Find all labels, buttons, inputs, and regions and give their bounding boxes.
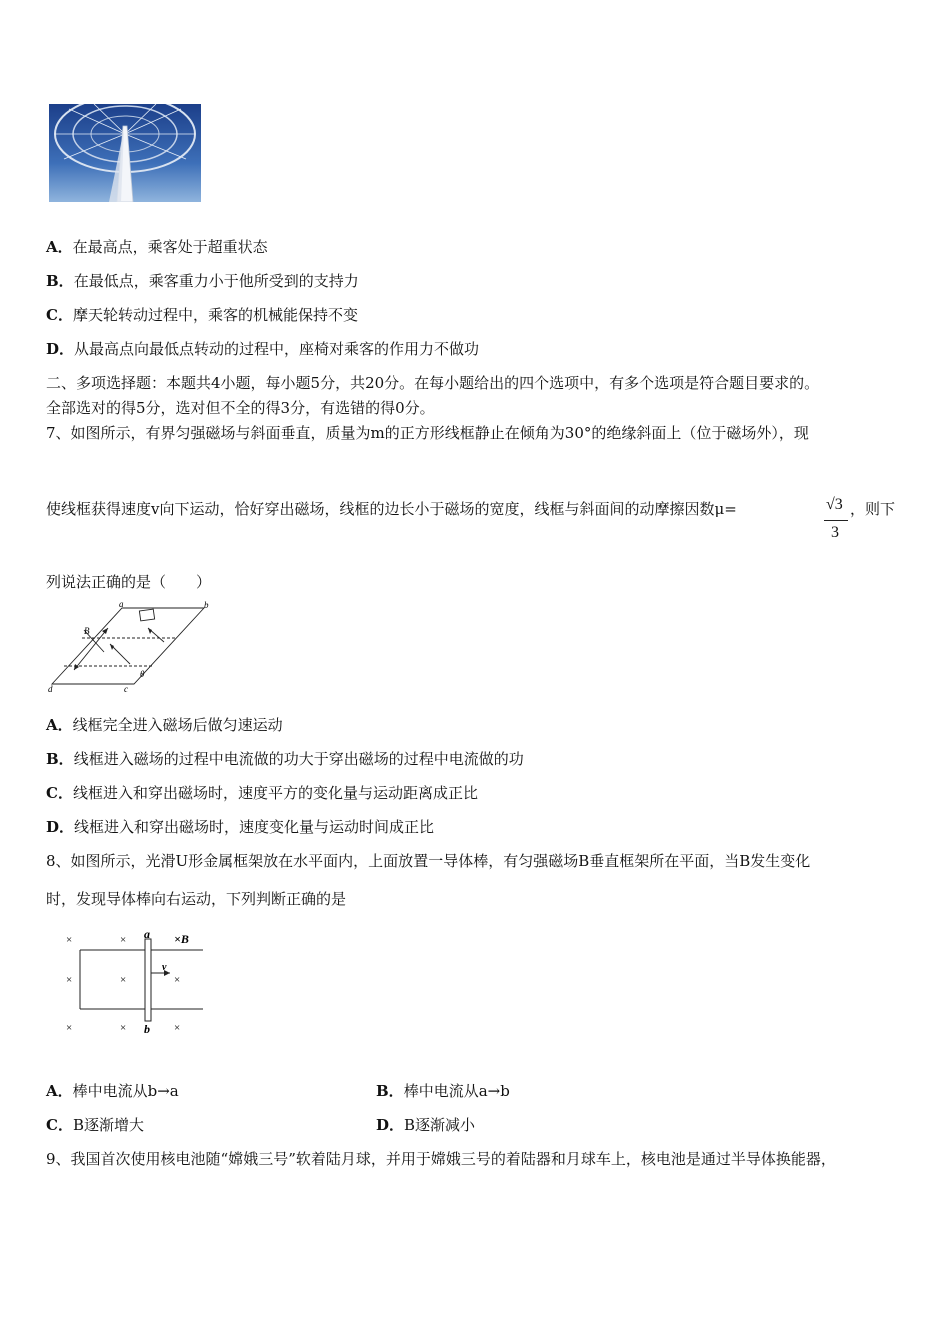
q7-incline-figure [44, 600, 229, 695]
option-text: 摩天轮转动过程中，乘客的机械能保持不变 [72, 306, 358, 324]
q7-stem-line1: 7、如图所示，有界匀强磁场与斜面垂直，质量为m的正方形线框静止在倾角为30°的绝缘斜面上（位于磁场外），现 [46, 424, 809, 442]
q7-label-B: B [84, 626, 90, 636]
q7-stem-line2-end: ，则下 [850, 500, 896, 518]
q7-label-a: a [119, 600, 124, 609]
option-letter: A． [46, 238, 73, 256]
q8-option-c[interactable] [46, 1114, 144, 1135]
q8-field-mark: × [66, 934, 73, 946]
option-text: B逐渐减小 [404, 1116, 476, 1134]
q7-stem-line3: 列说法正确的是（ ） [46, 573, 212, 591]
option-text: 线框进入和穿出磁场时，速度平方的变化量与运动距离成正比 [72, 784, 478, 802]
section2-instructions: 全部选对的得5分，选对但不全的得3分，有选错的得0分。 [46, 399, 435, 417]
q8-stem-line2: 时，发现导体棒向右运动，下列判断正确的是 [46, 890, 347, 908]
option-letter: B． [376, 1082, 404, 1100]
option-text: 在最高点，乘客处于超重状态 [72, 238, 268, 256]
q8-field-mark: × [120, 934, 127, 946]
q8-field-mark: × [174, 974, 181, 986]
option-letter: C． [46, 1116, 73, 1134]
q8-field-mark: × [120, 974, 127, 986]
q6-option-a[interactable] [46, 236, 268, 257]
q8-u-frame-figure [58, 925, 208, 1040]
option-letter: B． [46, 750, 74, 768]
option-letter: A． [46, 1082, 73, 1100]
option-letter: C． [46, 306, 73, 324]
option-letter: B． [46, 272, 74, 290]
q8-option-b[interactable] [376, 1080, 510, 1101]
q8-field-mark: × [120, 1022, 127, 1034]
option-letter: D． [46, 340, 75, 358]
q8-label-a: a [144, 927, 150, 941]
q7-option-a[interactable] [46, 714, 283, 735]
q8-option-d[interactable] [376, 1114, 475, 1135]
option-text: 棒中电流从b→a [72, 1082, 179, 1100]
q8-label-B: ×B [174, 932, 189, 946]
mu-fraction-numerator: √3 [826, 496, 843, 513]
q8-option-a[interactable] [46, 1080, 179, 1101]
option-letter: A． [46, 716, 73, 734]
option-letter: D． [376, 1116, 405, 1134]
option-text: 在最低点，乘客重力小于他所受到的支持力 [73, 272, 359, 290]
q6-option-c[interactable] [46, 304, 358, 325]
q7-label-b: b [204, 600, 209, 610]
q8-stem-line1: 8、如图所示，光滑U形金属框架放在水平面内，上面放置一导体棒，有匀强磁场B垂直框架所在平面，当B发生变化 [46, 852, 811, 870]
q6-option-d[interactable] [46, 338, 479, 359]
q7-stem-line2: 使线框获得速度v向下运动，恰好穿出磁场，线框的边长小于磁场的宽度，线框与斜面间的动摩擦因数μ= [46, 500, 737, 518]
section2-heading: 二、多项选择题：本题共4小题，每小题5分，共20分。在每小题给出的四个选项中，有多个选项是符合题目要求的。 [46, 374, 820, 392]
option-text: 线框进入磁场的过程中电流做的功大于穿出磁场的过程中电流做的功 [73, 750, 524, 768]
ferris-wheel-photo [49, 104, 201, 202]
option-letter: C． [46, 784, 73, 802]
q7-label-d: d [48, 684, 53, 694]
q8-field-mark: × [66, 1022, 73, 1034]
q8-label-b: b [144, 1022, 150, 1036]
q7-option-d[interactable] [46, 816, 434, 837]
option-text: 线框进入和穿出磁场时，速度变化量与运动时间成正比 [74, 818, 435, 836]
q7-label-c: c [124, 684, 128, 694]
q8-field-mark: × [174, 1022, 181, 1034]
option-text: 线框完全进入磁场后做匀速运动 [72, 716, 283, 734]
q7-option-c[interactable] [46, 782, 478, 803]
q8-label-v: v [162, 962, 167, 973]
q8-field-mark: × [66, 974, 73, 986]
option-letter: D． [46, 818, 75, 836]
option-text: 棒中电流从a→b [403, 1082, 510, 1100]
q9-stem-line1: 9、我国首次使用核电池随“嫦娥三号”软着陆月球，并用于嫦娥三号的着陆器和月球车上，核电池是通过半导体换能器， [46, 1150, 836, 1168]
q7-label-theta: θ [140, 669, 145, 679]
option-text: B逐渐增大 [72, 1116, 144, 1134]
q6-option-b[interactable] [46, 270, 359, 291]
mu-fraction-bar [824, 520, 848, 521]
mu-fraction-denominator: 3 [831, 524, 839, 541]
option-text: 从最高点向最低点转动的过程中，座椅对乘客的作用力不做功 [74, 340, 480, 358]
q7-option-b[interactable] [46, 748, 524, 769]
